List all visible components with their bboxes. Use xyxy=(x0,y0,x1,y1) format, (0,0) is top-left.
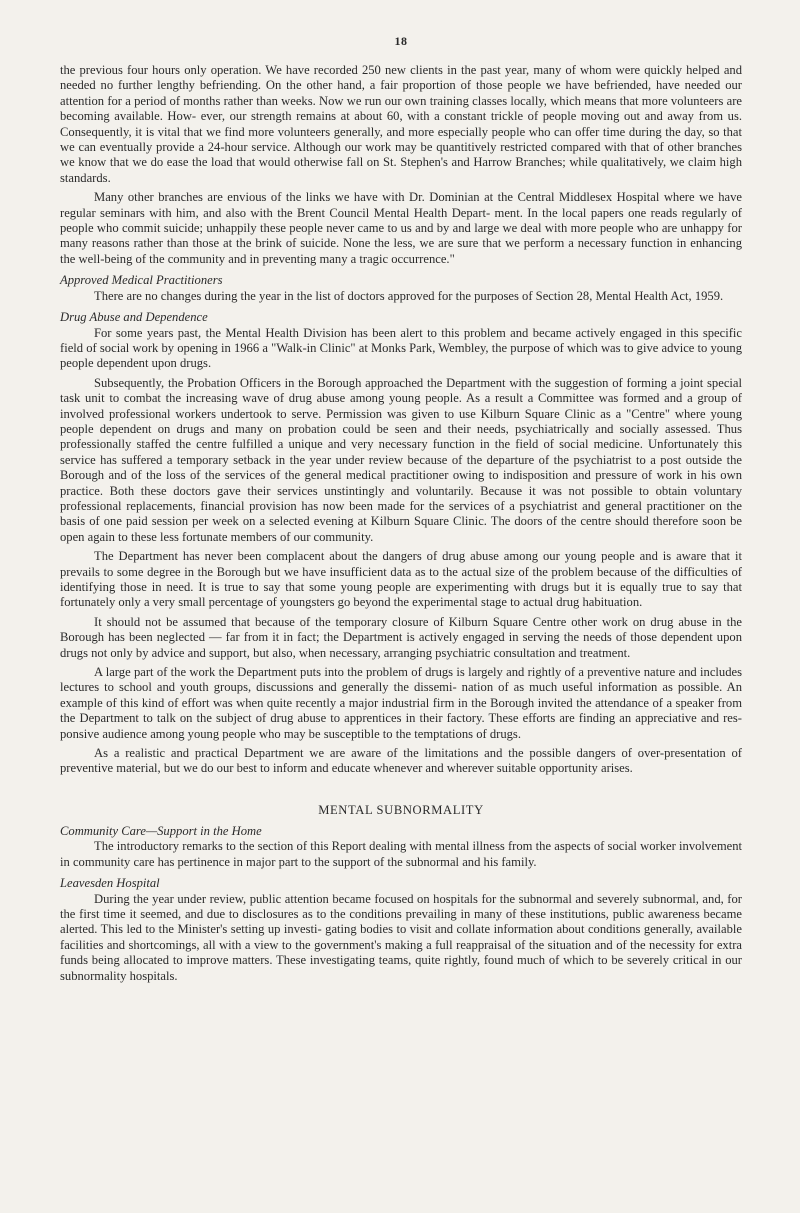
paragraph-kilburn-centre: Subsequently, the Probation Officers in the Borough approached the Department with the suggestion of forming a joint special task unit to combat the increasing wave of drug abuse among young people. As a result a Committee was formed and a group of involved professional workers undertook to serve. Permission was given to use Kilburn Square Clinic as a "Centre" where young people dependent on drugs and many on probation could be seen and their needs, psychiatrically and socially assessed. Thus professionally staffed the centre fulfilled a unique and very necessary function in the field of social medicine. Unfortunately this service has suffered a temporary setback in the year under review because of the departure of the psychiatrist to a post outside the Borough and of the loss of the services of the general medical practitioner owing to indisposition and pressure of work in his own practice. Both these doctors gave their services unstintingly and voluntarily. Because it was not possible to obtain voluntary professional replacements, financial provision has now been made for the services of a psychiatrist and general practitioner on the basis of one paid session per week on a selected evening at Kilburn Square Clinic. The doors of the centre should therefore soon be open again to these less fortunate members of our community. xyxy=(60,375,742,544)
paragraph-limitations: As a realistic and practical Department we are aware of the limitations and the possible dangers of over-presentation of preventive material, but we do our best to inform and educate whenever and wherever suitable opportunity arises. xyxy=(60,746,742,776)
section-title-mental-subnormality: MENTAL SUBNORMALITY xyxy=(318,802,484,817)
paragraph-branch-links: Many other branches are envious of the links we have with Dr. Dominian at the Central Middlesex Hospital where we have regular seminars with him, and also with the Brent Council Mental Health Depart- ment. In the local papers one reads regularly of people who commit suicide; unhappily these people never came to us and by and large we deal with more people who are unhappy for many reasons rather than those at the brink of suicide. None the less, we are sure that we perform a necessary function in enhancing the well-being of the community and in preventing many a tragic occurrence." xyxy=(60,190,742,266)
paragraph-department-awareness: The Department has never been complacent about the dangers of drug abuse among our young people and is aware that it prevails to some degree in the Borough but we have insufficient data as to the actual size of the problem because of the difficulties of identifying those in need. It is true to say that some young people are experimenting with drugs but it is equally true to say that fortunately only a very small percentage of youngsters go beyond the experimental stage to actual drug habituation. xyxy=(60,549,742,610)
heading-leavesden-hospital: Leavesden Hospital xyxy=(60,876,160,891)
paragraph-ongoing-work: It should not be assumed that because of the temporary closure of Kilburn Square Centre other work on drug abuse in the Borough has been neglected — far from it in fact; the Department is actively engaged in serving the needs of those dependent upon drugs not only by advice and support, but also, when necessary, arranging psychiatric consultation and treatment. xyxy=(60,614,742,660)
paragraph-samaritans-continued: the previous four hours only operation. We have recorded 250 new clients in the past year, many of whom were quickly helped and needed no further lengthy befriending. On the other hand, a fair proportion of those people we have befriended, have needed our attention for a period of months rather than weeks. Now we run our own training classes locally, which means that more volunteers are becoming available. How- ever, our strength remains at about 60, with a constant trickle of people moving out and away from us. Consequently, it is vital that we find more volunteers generally, and more especially people who can offer time during the day, so that we can eventually provide a 24-hour service. Although our work may be quantitively restricted compared with that of other branches we know that we do ease the load that would otherwise fall on St. Stephen's and Harrow Branches; while qualitatively, we claim high standards. xyxy=(60,63,742,185)
paragraph-approved-practitioners: There are no changes during the year in the list of doctors approved for the purposes of Section 28, Mental Health Act, 1959. xyxy=(94,288,724,303)
paragraph-leavesden: During the year under review, public attention became focused on hospitals for the subnormal and severely subnormal, and, for the first time it seemed, and due to disclosures as to the conditions prevailing in many of these institutions, public awareness became alerted. This led to the Minister's setting up investi- gating bodies to visit and collate information about conditions generally, available facilities and shortcomings, all with a view to the government's making a full reappraisal of the situation and of the necessity for extra funds being allocated to improve matters. These investigating teams, quite rightly, found much of which to be severely critical in our subnormality hospitals. xyxy=(60,891,742,983)
heading-community-care: Community Care—Support in the Home xyxy=(60,823,262,838)
paragraph-introductory-remarks: The introductory remarks to the section of this Report dealing with mental illness from the aspects of social worker involvement in community care has pertinence in major part to the support of the subnormal and his family. xyxy=(60,839,742,869)
paragraph-preventive-work: A large part of the work the Department puts into the problem of drugs is largely and rightly of a preventive nature and includes lectures to school and youth groups, discussions and generally the dissemi- nation of as much useful information as possible. An example of this kind of effort was when quite recently a major industrial firm in the Borough invited the attendance of a speaker from the Department to talk on the subject of drug abuse to apprentices in their factory. These efforts are finding an appreciative and res- ponsive audience among young people who may be susceptible to the temptations of drugs. xyxy=(60,665,742,741)
page-number: 18 xyxy=(394,34,408,48)
heading-approved-medical-practitioners: Approved Medical Practitioners xyxy=(60,273,223,288)
paragraph-walk-in-clinic: For some years past, the Mental Health Division has been alert to this problem and became actively engaged in this specific field of social work by opening in 1966 a "Walk-in Clinic" at Monks Park, Wembley, the purpose of which was to give advice to young people dependent upon drugs. xyxy=(60,325,742,371)
heading-drug-abuse: Drug Abuse and Dependence xyxy=(60,310,208,325)
